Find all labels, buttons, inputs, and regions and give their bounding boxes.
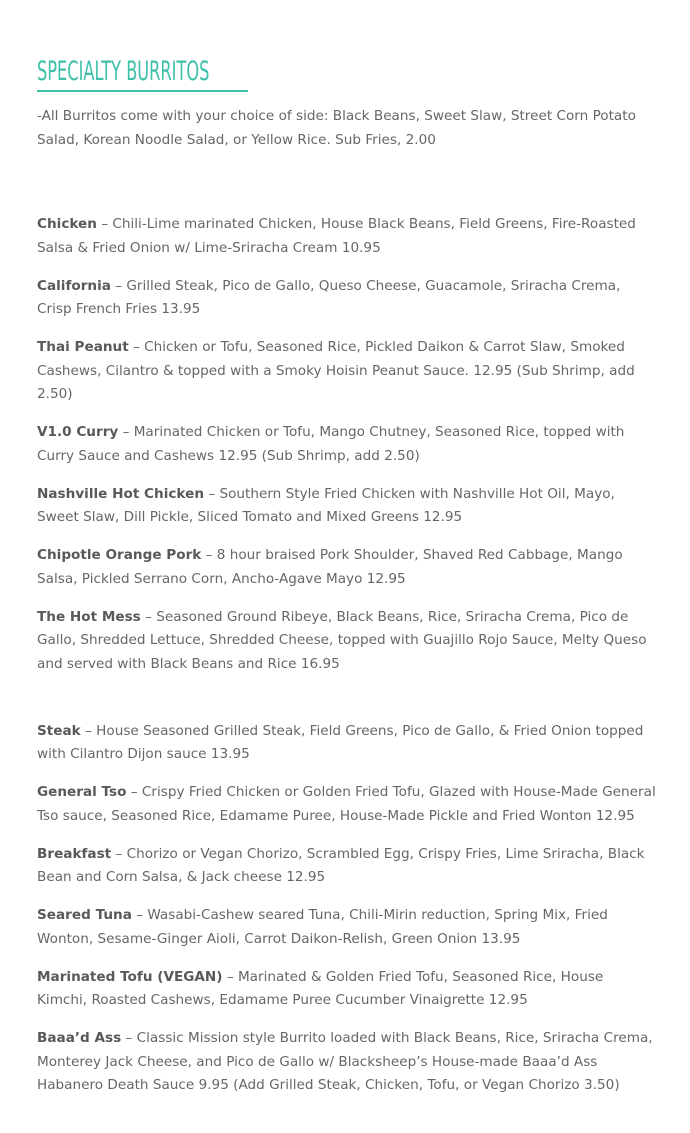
menu-item-chicken <box>37 213 657 260</box>
item-description: – Classic Mission style Burrito loaded with Black Beans, Rice, Sriracha Crema, Monterey Jack Cheese, and Pico de Gallo w/ Blacksheep’s House-made Baaa’d Ass Habanero Death Sauce 9.95 (Add Grilled Steak, Chicken, Tofu, or Vegan Chorizo 3.50) <box>37 1030 653 1093</box>
item-description: – Chorizo or Vegan Chorizo, Scrambled Egg, Crispy Fries, Lime Sriracha, Black Bean and Corn Salsa, & Jack cheese 12.95 <box>37 845 645 885</box>
item-name: Steak <box>37 722 81 739</box>
menu-item-steak <box>37 720 657 767</box>
item-name: Marinated Tofu (VEGAN) <box>37 968 223 985</box>
item-name: Thai Peanut <box>37 339 129 355</box>
menu-item-the-hot-mess <box>37 606 657 677</box>
item-name: The Hot Mess <box>37 608 141 625</box>
menu-item-thai-peanut <box>37 336 657 407</box>
item-description: – 8 hour braised Pork Shoulder, Shaved Red Cabbage, Mango Salsa, Pickled Serrano Corn, Ancho-Agave Mayo 12.95 <box>37 547 623 587</box>
menu-item-seared-tuna <box>37 904 657 951</box>
item-name: V1.0 Curry <box>37 424 119 440</box>
menu-item-nashville-hot-chicken <box>37 483 657 530</box>
menu-item-general-tso <box>37 781 657 828</box>
item-name: Nashville Hot Chicken <box>37 485 205 502</box>
item-description: – Crispy Fried Chicken or Golden Fried Tofu, Glazed with House-Made General Tso sauce, Seasoned Rice, Edamame Puree, House-Made Pickle and Fried Wonton 12.95 <box>37 784 656 824</box>
item-description: – Marinated Chicken or Tofu, Mango Chutney, Seasoned Rice, topped with Curry Sauce and Cashews 12.95 (Sub Shrimp, add 2.50) <box>37 424 625 464</box>
item-name: Chicken <box>37 216 97 232</box>
menu-item-marinated-tofu <box>37 966 657 1013</box>
menu-section <box>37 48 657 1112</box>
menu-item-baaad-ass <box>37 1027 657 1098</box>
item-name: General Tso <box>37 784 127 800</box>
item-name: Breakfast <box>37 845 112 862</box>
item-description: – House Seasoned Grilled Steak, Field Greens, Pico de Gallo, & Fried Onion topped with Cilantro Dijon sauce 13.95 <box>37 722 644 762</box>
item-description: – Grilled Steak, Pico de Gallo, Queso Cheese, Guacamole, Sriracha Crema, Crisp French Fries 13.95 <box>37 277 621 317</box>
menu-item-breakfast <box>37 843 657 890</box>
menu-item-v1-curry <box>37 421 657 468</box>
menu-item-california <box>37 275 657 322</box>
title-underline <box>37 90 248 92</box>
item-description: – Marinated & Golden Fried Tofu, Seasoned Rice, House Kimchi, Roasted Cashews, Edamame Puree Cucumber Vinaigrette 12.95 <box>37 968 604 1008</box>
item-description: – Seasoned Ground Ribeye, Black Beans, Rice, Sriracha Crema, Pico de Gallo, Shredded Lettuce, Shredded Cheese, topped with Guajillo Rojo Sauce, Melty Queso and served with Black Beans and Rice 16.95 <box>37 608 647 672</box>
item-name: Chipotle Orange Pork <box>37 547 202 563</box>
item-description: – Southern Style Fried Chicken with Nashville Hot Oil, Mayo, Sweet Slaw, Dill Pickle, Sliced Tomato and Mixed Greens 12.95 <box>37 485 615 525</box>
spacer <box>37 691 657 720</box>
item-description: – Chicken or Tofu, Seasoned Rice, Pickled Daikon & Carrot Slaw, Smoked Cashews, Cilantro & topped with a Smoky Hoisin Peanut Sauce. 12.95 (Sub Shrimp, add 2.50) <box>37 339 635 402</box>
menu-items <box>37 213 657 1098</box>
section-title: SPECIALTY BURRITOS <box>37 56 210 87</box>
item-name: Baaa’d Ass <box>37 1030 122 1046</box>
item-name: Seared Tuna <box>37 907 132 923</box>
item-description: – Chili-Lime marinated Chicken, House Black Beans, Field Greens, Fire-Roasted Salsa & Fried Onion w/ Lime-Sriracha Cream 10.95 <box>37 216 636 256</box>
item-description: – Wasabi-Cashew seared Tuna, Chili-Mirin reduction, Spring Mix, Fried Wonton, Sesame-Ginger Aioli, Carrot Daikon-Relish, Green Onion 13.95 <box>37 907 608 947</box>
menu-item-chipotle-orange-pork <box>37 544 657 591</box>
section-header <box>37 48 657 96</box>
item-name: California <box>37 277 111 294</box>
section-note: -All Burritos come with your choice of side: Black Beans, Sweet Slaw, Street Corn Potato Salad, Korean Noodle Salad, or Yellow Rice. Sub Fries, 2.00 <box>37 108 636 148</box>
